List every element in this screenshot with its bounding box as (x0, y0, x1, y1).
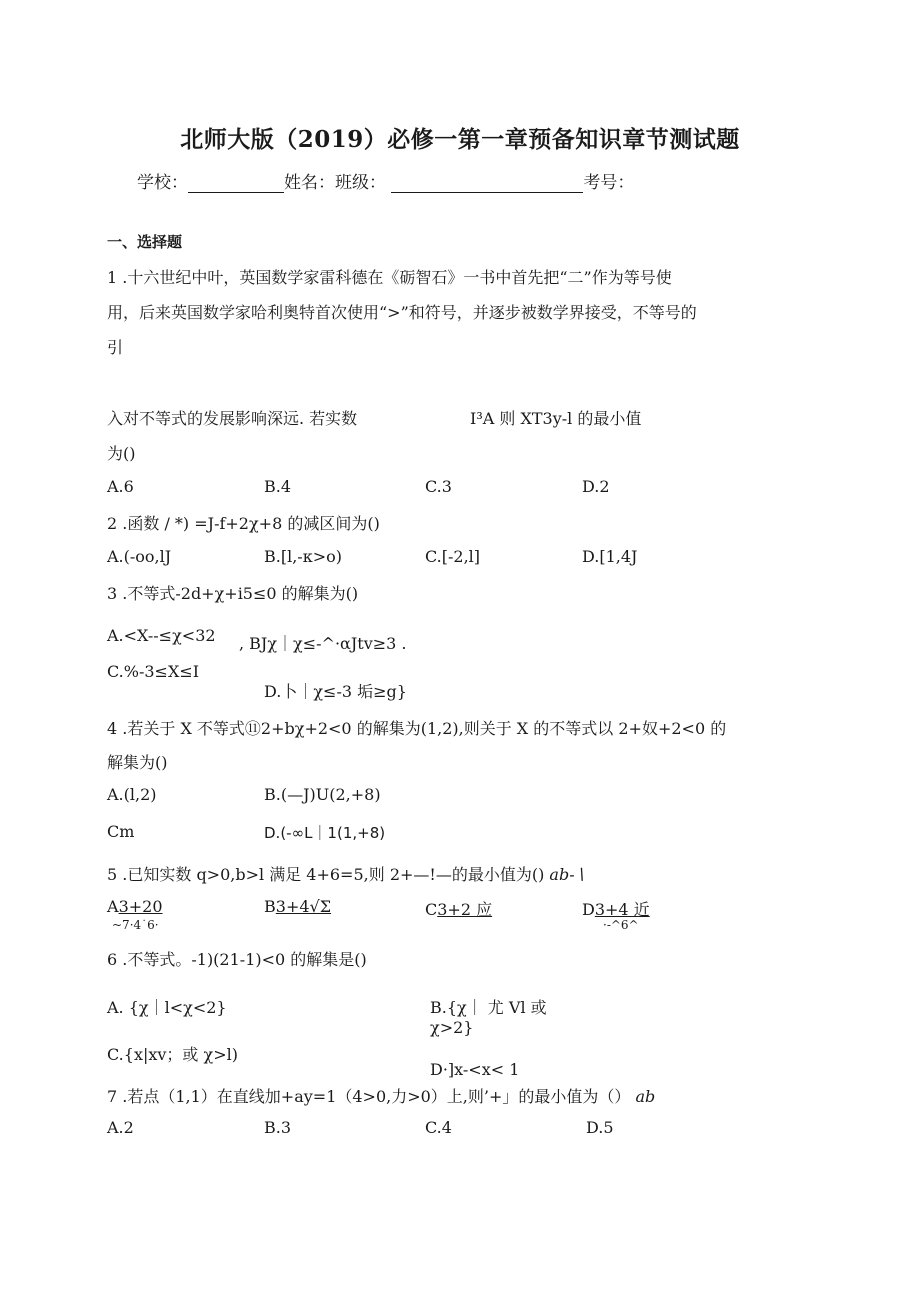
school-blank[interactable] (188, 174, 284, 193)
q3-option-d: D.卜｜χ≤-3 垢≥g} (264, 682, 407, 701)
q4-option-d: D.(-∞L｜1(1,+8) (264, 824, 386, 842)
info-line (137, 168, 634, 193)
q5-stem-tail: ab-∖ (549, 865, 585, 884)
q1-line4b: I³A 则 XT3y-l 的最小值 (470, 409, 642, 428)
q5-option-b-value: 3+4√Σ (275, 897, 332, 916)
q7-stem (107, 1084, 655, 1107)
q5-option-d (582, 897, 650, 920)
section-heading: 一、选择题 (107, 233, 183, 251)
school-label: 学校： (137, 173, 188, 193)
q6-stem: 6 .不等式。-1)(21-1)<0 的解集是() (107, 950, 367, 969)
exam-no-label: 考号： (583, 173, 635, 193)
q3-option-a: A.<X--≤χ<32 (107, 626, 216, 645)
q7-option-a: A.2 (107, 1118, 134, 1137)
q5-option-b (264, 897, 331, 916)
q1-line2: 用，后来英国数学家哈利奥特首次使用“>”和符号，并逐步被数学界接受，不等号的 (107, 303, 697, 322)
q5-option-a-value: 3+20 (118, 897, 163, 916)
q2-option-d: D.[1,4J (582, 547, 638, 566)
q5-option-d-sub: ·-^6^ (603, 918, 639, 932)
q4-line1: 4 .若关于 X 不等式⑪2+bχ+2<0 的解集为(1,2),则关于 X 的不等式以 2+奴+2<0 的 (107, 719, 727, 738)
q5-option-a-prefix: A (107, 897, 119, 916)
q5-stem-text: 5 .已知实数 q>0,b>l 满足 4+6=5,则 2+—!—的最小值为() (107, 865, 545, 884)
q5-option-c (425, 897, 492, 920)
q4-option-a: A.(l,2) (107, 785, 157, 804)
q4-option-b: B.(—J)U(2,+8) (264, 785, 381, 804)
q1-option-d: D.2 (582, 477, 610, 496)
q7-option-d: D.5 (586, 1118, 614, 1137)
q5-stem (107, 862, 585, 885)
q1-line5: 为() (107, 444, 136, 463)
class-label: 班级： (335, 173, 386, 193)
q5-option-d-value: 3+4 近 (594, 900, 650, 919)
q5-option-a (107, 897, 163, 916)
class-blank[interactable] (391, 174, 583, 193)
q7-stem-tail: ab (635, 1087, 656, 1106)
q1-option-a: A.6 (107, 477, 134, 496)
q2-option-b: B.[l,-κ>o) (264, 547, 342, 566)
q1-line3: 引 (107, 338, 124, 357)
q3-option-b: , BJχ｜χ≤-^·αJtv≥3 . (239, 634, 407, 653)
q6-option-b-line2: χ>2} (430, 1018, 474, 1037)
q1-option-c: C.3 (425, 477, 452, 496)
q6-option-d: D·]x-<x< 1 (430, 1060, 520, 1079)
q1-option-b: B.4 (264, 477, 292, 496)
q7-option-c: C.4 (425, 1118, 452, 1137)
q5-option-c-prefix: C (425, 900, 438, 919)
q4-line2: 解集为() (107, 753, 168, 772)
name-label: 姓名： (284, 173, 335, 193)
q2-option-c: C.[-2,l] (425, 547, 481, 566)
page-title: 北师大版（2019）必修一第一章预备知识章节测试题 (180, 126, 740, 153)
q3-option-c: C.%-3≤X≤I (107, 662, 200, 681)
q1-line4a: 入对不等式的发展影响深远. 若实数 (107, 409, 358, 428)
q1-line1: 1 .十六世纪中叶，英国数学家雷科德在《砺智石》一书中首先把“二”作为等号使 (107, 268, 672, 287)
q4-option-c: Cm (107, 822, 135, 841)
q5-option-d-prefix: D (582, 900, 595, 919)
q2-option-a: A.(-oo,lJ (107, 547, 172, 566)
q6-option-c: C.{x|xv；或 χ>l) (107, 1045, 238, 1064)
q6-option-b-line1: B.{χ｜ 尤 Vl 或 (430, 998, 547, 1017)
q3-stem: 3 .不等式-2d+χ+i5≤0 的解集为() (107, 584, 359, 603)
q5-option-b-prefix: B (264, 897, 276, 916)
q5-option-a-sub: ~7·4˙6· (112, 918, 159, 932)
q7-option-b: B.3 (264, 1118, 292, 1137)
q6-option-a: A. {χ｜l<χ<2} (107, 998, 227, 1017)
q2-stem: 2 .函数 / *) =J-f+2χ+8 的减区间为() (107, 514, 380, 533)
q5-option-c-value: 3+2 应 (437, 900, 493, 919)
q7-stem-text: 7 .若点（1,1）在直线加+ay=1（4>0,力>0）上,则’+」的最小值为（） (107, 1087, 631, 1106)
